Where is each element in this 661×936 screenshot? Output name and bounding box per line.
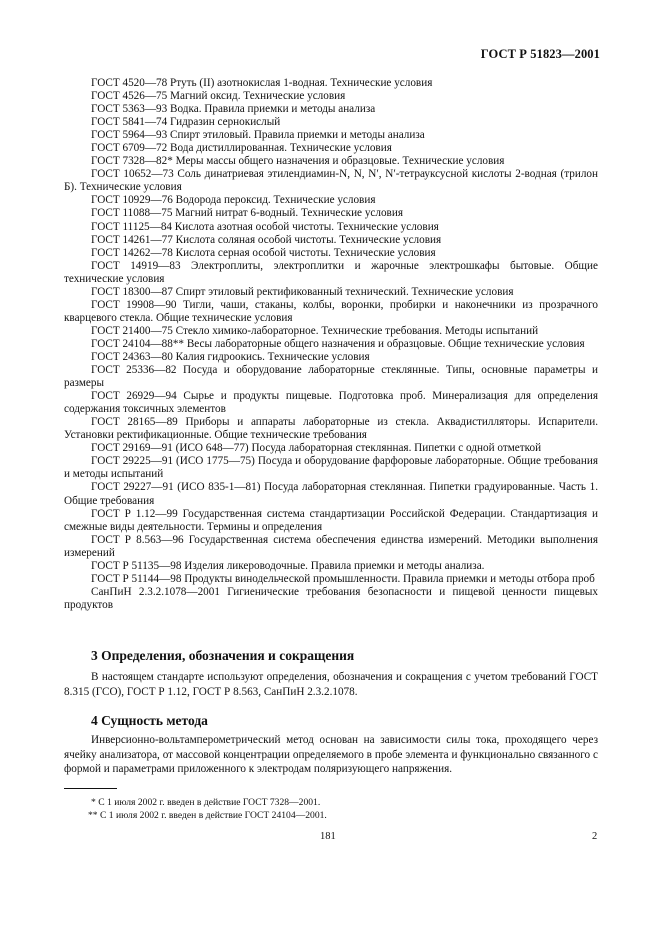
reference-item: ГОСТ 11125—84 Кислота азотная особой чистоты. Технические условия [91,220,439,233]
reference-item: ГОСТ 6709—72 Вода дистиллированная. Технические условия [91,142,392,155]
reference-item: ГОСТ 14919—83 Электроплиты, электроплитки и жарочные электрошкафы бытовые. Общие технические условия [64,259,598,285]
section-4-text: Инверсионно-вольтамперометрический метод основан на зависимости силы тока, проходящего через ячейку анализатора, от массовой концентрации определяемого в пробе элемента и функционально связанного с формой и параметрами приложенного к электродам поляризующего напряжения. [64,734,598,776]
reference-item: СанПиН 2.3.2.1078—2001 Гигиенические требования безопасности и пищевой ценности пищевых продуктов [64,585,598,611]
reference-item: ГОСТ 14262—78 Кислота серная особой чистоты. Технические условия [91,246,436,259]
reference-item: ГОСТ 14261—77 Кислота соляная особой чистоты. Технические условия [91,233,442,246]
reference-item: ГОСТ 25336—82 Посуда и оборудование лабораторные стеклянные. Типы, основные параметры и размеры [64,364,598,390]
footnote-1: * С 1 июля 2002 г. введен в действие ГОСТ 7328—2001. [91,797,321,808]
reference-item: ГОСТ 28165—89 Приборы и аппараты лабораторные из стекла. Аквадистилляторы. Испарители. Установки ректификационные. Общие технические требования [64,416,598,442]
reference-item: ГОСТ 24104—88** Весы лабораторные общего назначения и образцовые. Общие технические условия [91,337,585,350]
footnote-divider [64,788,117,789]
reference-item: ГОСТ 26929—94 Сырье и продукты пищевые. Подготовка проб. Минерализация для определения содержания токсичных элементов [64,390,598,416]
normative-references-list [64,77,598,612]
reference-item: ГОСТ Р 51135—98 Изделия ликероводочные. Правила приемки и методы анализа. [91,559,485,572]
reference-item: ГОСТ 5964—93 Спирт этиловый. Правила приемки и методы анализа [91,129,425,142]
page-number: 181 [320,831,336,842]
reference-item: ГОСТ Р 1.12—99 Государственная система стандартизации Российской Федерации. Стандартизация и смежные виды деятельности. Термины и определения [64,507,598,533]
reference-item: ГОСТ 5363—93 Водка. Правила приемки и методы анализа [91,103,376,116]
reference-item: ГОСТ Р 51144—98 Продукты винодельческой промышленности. Правила приемки и методы отбора проб [91,572,595,585]
reference-item: ГОСТ 4520—78 Ртуть (II) азотнокислая 1-водная. Технические условия [91,77,433,89]
reference-item: ГОСТ 19908—90 Тигли, чаши, стаканы, колбы, воронки, пробирки и наконечники из прозрачного кварцевого стекла. Общие технические условия [64,298,598,324]
reference-item: ГОСТ 29227—91 (ИСО 835-1—81) Посуда лабораторная стеклянная. Пипетки градуированные. Часть 1. Общие требования [64,481,598,507]
reference-item: ГОСТ 24363—80 Калия гидроокись. Технические условия [91,350,370,363]
reference-item: ГОСТ Р 8.563—96 Государственная система обеспечения единства измерений. Методики выполнения измерений [64,533,598,559]
reference-item: ГОСТ 18300—87 Спирт этиловый ректификованный технический. Технические условия [91,285,514,298]
reference-item: ГОСТ 10652—73 Соль динатриевая этилендиамин-N, N, N′, N′-тетрауксусной кислоты 2-водная (трилон Б). Технические условия [64,168,598,194]
reference-item: ГОСТ 11088—75 Магний нитрат 6-водный. Технические условия [91,207,403,220]
reference-item: ГОСТ 21400—75 Стекло химико-лабораторное. Технические требования. Методы испытаний [91,324,539,337]
section-3-text: В настоящем стандарте используют определения, обозначения и сокращения с учетом требований ГОСТ 8.315 (ГСО), ГОСТ Р 1.12, ГОСТ Р 8.563, СанПиН 2.3.2.1078. [64,671,598,698]
section-3-heading: 3 Определения, обозначения и сокращения [91,648,355,663]
reference-item: ГОСТ 5841—74 Гидразин сернокислый [91,116,281,129]
reference-item: ГОСТ 29169—91 (ИСО 648—77) Посуда лабораторная стеклянная. Пипетки с одной отметкой [91,442,542,455]
reference-item: ГОСТ 10929—76 Водорода пероксид. Технические условия [91,194,376,207]
reference-item: ГОСТ 4526—75 Магний оксид. Технические условия [91,90,346,103]
section-4-heading: 4 Сущность метода [91,713,208,728]
footnote-2: ** С 1 июля 2002 г. введен в действие ГОСТ 24104—2001. [88,810,327,821]
reference-item: ГОСТ 7328—82* Меры массы общего назначения и образцовые. Технические условия [91,155,505,168]
standard-code-header: ГОСТ Р 51823—2001 [480,47,600,61]
reference-item: ГОСТ 29225—91 (ИСО 1775—75) Посуда и оборудование фарфоровые лабораторные. Общие требования и методы испытаний [64,455,598,481]
sheet-number: 2 [592,831,598,842]
